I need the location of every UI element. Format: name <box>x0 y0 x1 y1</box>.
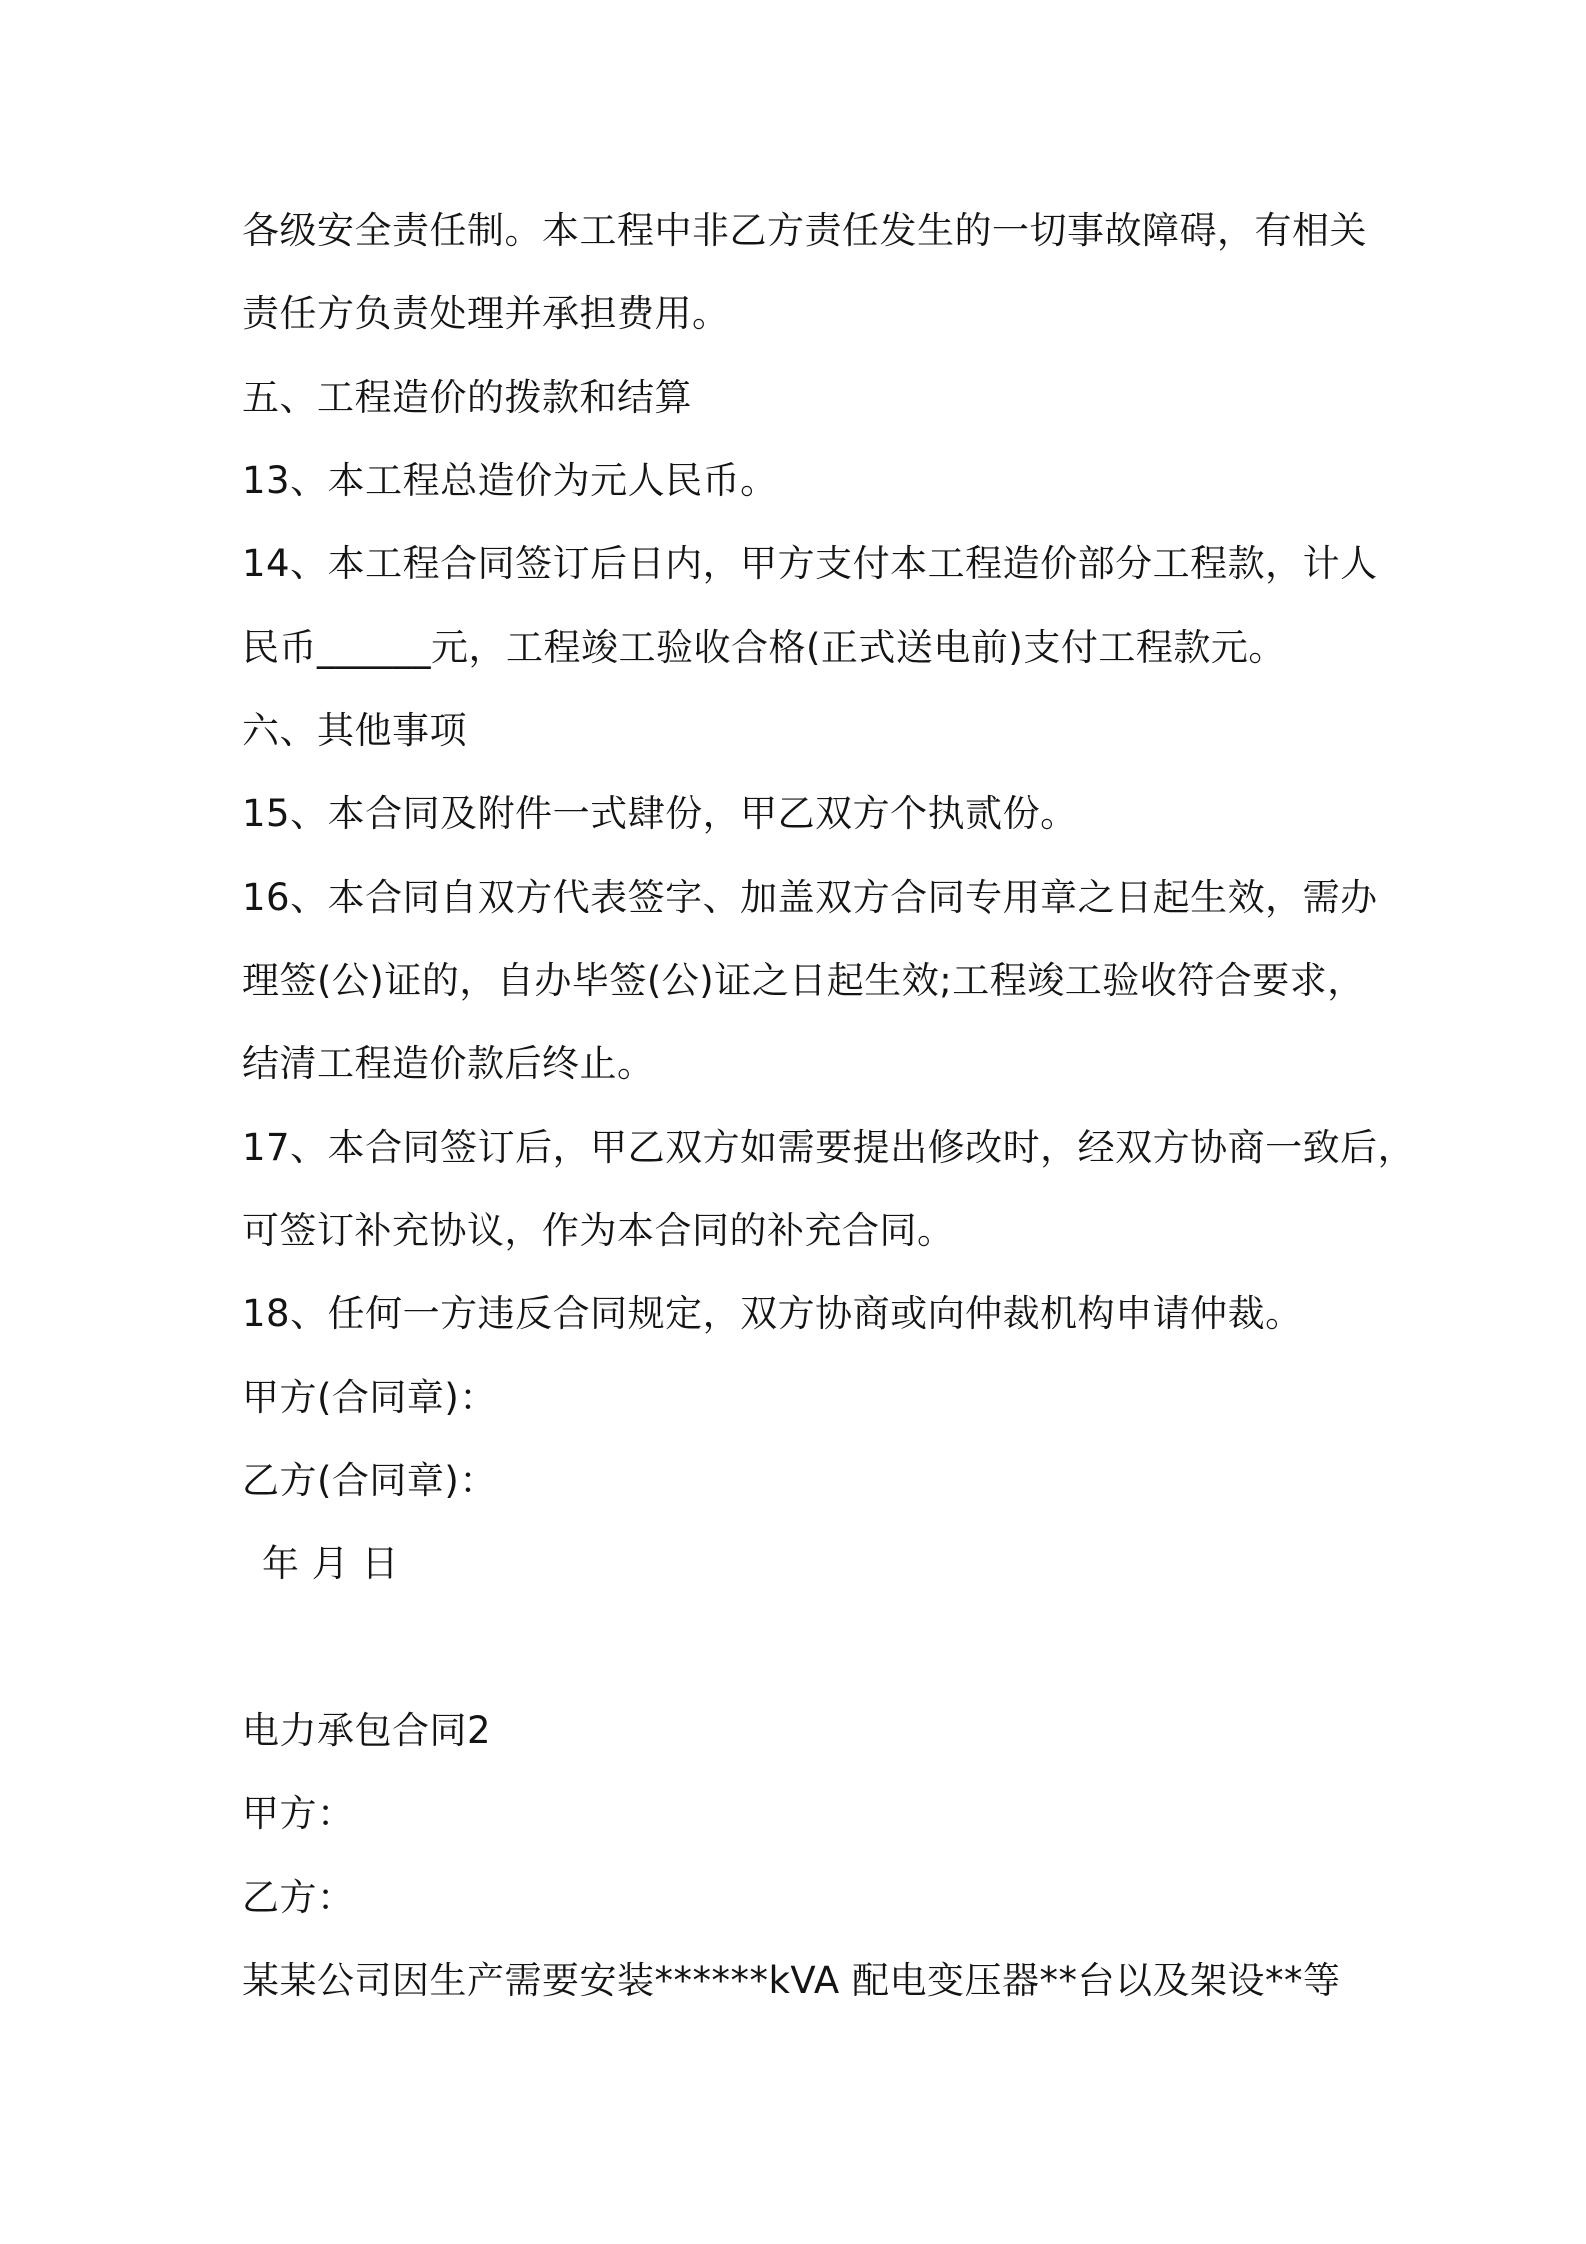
section-heading: 五、工程造价的拨款和结算 <box>242 376 692 419</box>
contract-title: 电力承包合同2 <box>242 1709 492 1752</box>
text-line: 结清工程造价款后终止。 <box>242 1042 655 1085</box>
clause-14: 14、本工程合同签订后日内，甲方支付本工程造价部分工程款，计人 <box>242 542 1378 585</box>
text-line: 民币______元，工程竣工验收合格(正式送电前)支付工程款元。 <box>242 626 1286 669</box>
clause-15: 15、本合同及附件一式肆份，甲乙双方个执贰份。 <box>242 792 1078 835</box>
clause-17: 17、本合同签订后，甲乙双方如需要提出修改时，经双方协商一致后， <box>242 1126 1416 1169</box>
text-line: 各级安全责任制。本工程中非乙方责任发生的一切事故障碍，有相关 <box>242 209 1367 252</box>
party-a-seal: 甲方(合同章)： <box>242 1376 497 1419</box>
text-line: 可签订补充协议，作为本合同的补充合同。 <box>242 1209 955 1252</box>
party-b: 乙方： <box>242 1876 355 1919</box>
party-b-seal: 乙方(合同章)： <box>242 1459 497 1502</box>
clause-16: 16、本合同自双方代表签字、加盖双方合同专用章之日起生效，需办 <box>242 876 1378 919</box>
text-line: 责任方负责处理并承担费用。 <box>242 292 730 335</box>
party-a: 甲方： <box>242 1792 355 1835</box>
section-heading: 六、其他事项 <box>242 709 467 752</box>
clause-18: 18、任何一方违反合同规定，双方协商或向仲裁机构申请仲裁。 <box>242 1292 1303 1335</box>
text-line: 理签(公)证的，自办毕签(公)证之日起生效;工程竣工验收符合要求， <box>242 959 1365 1002</box>
date-line: 年 月 日 <box>262 1542 400 1585</box>
text-line: 某某公司因生产需要安装******kVA 配电变压器**台以及架设**等 <box>242 1959 1341 2002</box>
clause-13: 13、本工程总造价为元人民币。 <box>242 459 778 502</box>
